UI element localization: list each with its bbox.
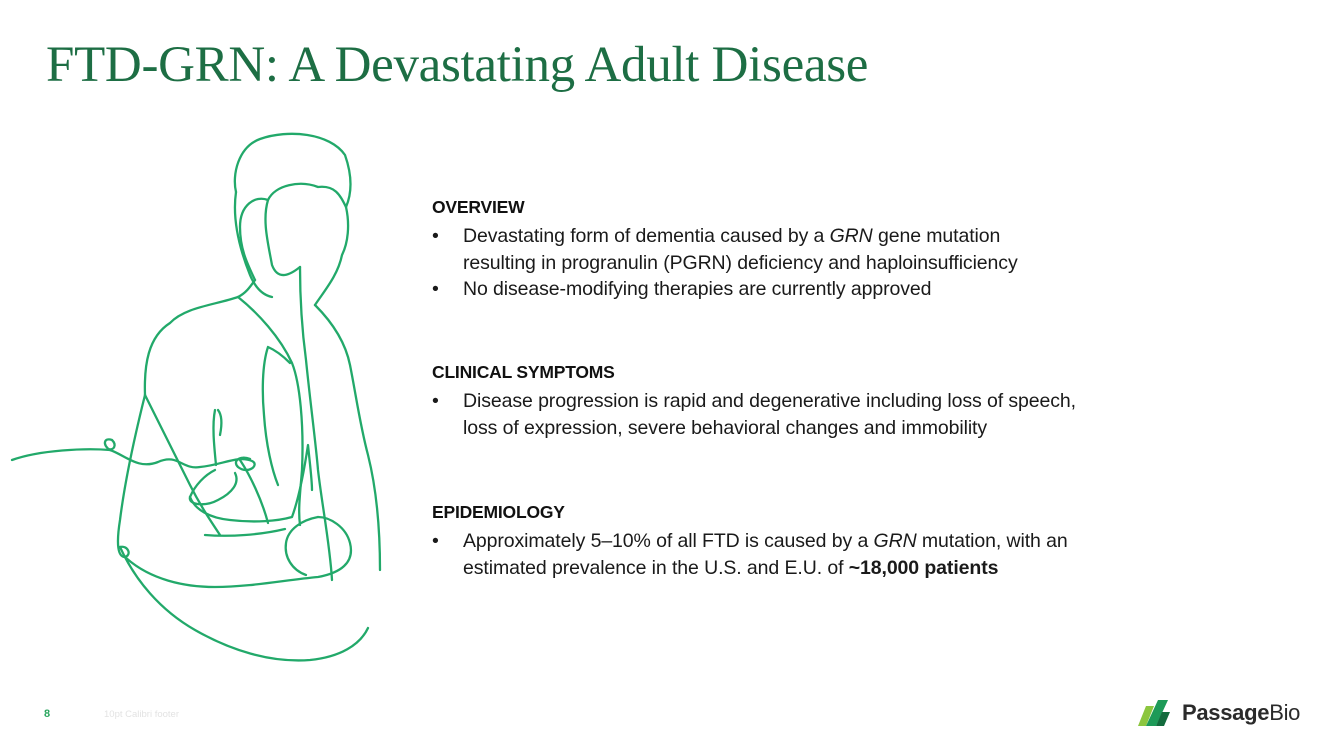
footer-placeholder: 10pt Calibri footer [104, 709, 179, 720]
overview-bullet-1-text-a: Devastating form of dementia caused by a [463, 225, 830, 247]
patient-count: ~18,000 patients [848, 556, 999, 579]
logo-word-bio: Bio [1269, 700, 1301, 725]
epidemiology-heading: EPIDEMIOLOGY [432, 502, 565, 522]
epidemiology-section [432, 502, 1068, 581]
overview-heading: OVERVIEW [432, 197, 525, 217]
epidemiology-bullet-1-line-2: estimated prevalence in the U.S. and E.U. of [463, 556, 849, 579]
overview-bullet-1 [432, 223, 1018, 276]
overview-bullet-1-gene: GRN [829, 225, 873, 247]
overview-bullet-2-text: No disease-modifying therapies are currently approved [463, 278, 932, 300]
bullet-marker: • [432, 278, 439, 300]
bullet-marker: • [432, 225, 439, 247]
overview-bullet-1-line-2: resulting in progranulin (PGRN) deficiency and haploinsufficiency [463, 251, 1018, 274]
line-art-person-illustration [0, 125, 400, 685]
epidemiology-bullet-1 [432, 528, 1068, 581]
passage-bio-logo-mark-icon [1138, 700, 1174, 726]
overview-bullet-2 [432, 276, 1018, 303]
clinical-bullet-1-line-1: Disease progression is rapid and degenerative including loss of speech, [463, 390, 1076, 412]
slide-title: FTD-GRN: A Devastating Adult Disease [46, 37, 869, 93]
clinical-bullet-1-line-2: loss of expression, severe behavioral changes and immobility [463, 416, 988, 439]
passage-bio-logo [1138, 699, 1300, 727]
logo-word-passage: Passage [1182, 700, 1270, 725]
epidemiology-bullet-1-text-b: mutation, with an [916, 530, 1068, 552]
bullet-marker: • [432, 530, 439, 552]
overview-bullet-1-text-b: gene mutation [872, 225, 1001, 247]
epidemiology-bullet-1-gene: GRN [873, 530, 917, 552]
clinical-symptoms-section [432, 362, 1076, 441]
page-number: 8 [44, 708, 51, 720]
epidemiology-bullet-1-text-a: Approximately 5–10% of all FTD is caused by a [463, 530, 874, 552]
overview-section [432, 197, 1018, 303]
bullet-marker: • [432, 390, 439, 412]
logo-wordmark [1182, 700, 1300, 726]
clinical-bullet-1 [432, 388, 1076, 441]
clinical-symptoms-heading: CLINICAL SYMPTOMS [432, 362, 615, 382]
